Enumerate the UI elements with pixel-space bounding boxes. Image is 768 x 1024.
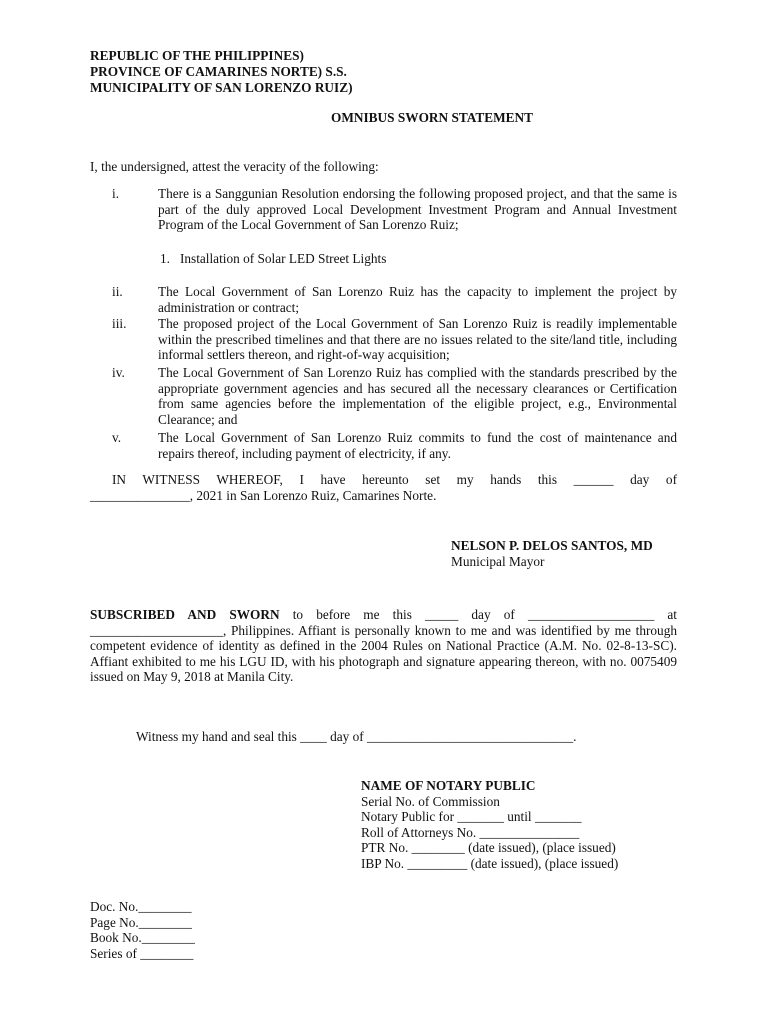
book-number: Book No.________ bbox=[90, 930, 195, 946]
item-numeral-iv: iv. bbox=[112, 365, 125, 380]
notary-ibp: IBP No. _________ (date issued), (place issued) bbox=[361, 855, 619, 871]
witness-whereof-line1: IN WITNESS WHEREOF, I have hereunto set my hands this ______ day of bbox=[112, 472, 677, 487]
item-numeral-iii: iii. bbox=[112, 316, 127, 331]
notary-serial: Serial No. of Commission bbox=[361, 793, 500, 809]
jurat-paragraph bbox=[90, 607, 677, 685]
item-text-iv: The Local Government of San Lorenzo Ruiz has complied with the standards prescribed by the appropriate government agencies and has secured all the necessary clearances or Certification from same agencies before the implementation of the eligible project, e.g., Environmental Clearance; and bbox=[158, 365, 677, 427]
project-item: 1. Installation of Solar LED Street Lights bbox=[160, 251, 387, 266]
jurat-lead: SUBSCRIBED AND SWORN bbox=[90, 607, 280, 622]
page-title: OMNIBUS SWORN STATEMENT bbox=[331, 110, 533, 125]
intro-statement: I, the undersigned, attest the veracity of the following: bbox=[90, 159, 379, 174]
item-text-iii: The proposed project of the Local Government of San Lorenzo Ruiz is readily implementable within the prescribed timelines and that there are no issues related to the site/land title, including informal settlers thereon, and right-of-way acquisition; bbox=[158, 316, 677, 363]
notary-ptr: PTR No. ________ (date issued), (place issued) bbox=[361, 840, 616, 856]
header-republic: REPUBLIC OF THE PHILIPPINES) bbox=[90, 48, 304, 63]
header-province: PROVINCE OF CAMARINES NORTE) S.S. bbox=[90, 64, 347, 79]
doc-footer bbox=[90, 899, 195, 961]
notary-name: NAME OF NOTARY PUBLIC bbox=[361, 778, 536, 793]
item-text-v: The Local Government of San Lorenzo Ruiz commits to fund the cost of maintenance and repairs thereof, including payment of electricity, if any. bbox=[158, 430, 677, 461]
item-text-i: There is a Sanggunian Resolution endorsing the following proposed project, and that the same is part of the duly approved Local Development Investment Program and Annual Investment Program of the Local Government of San Lorenzo Ruiz; bbox=[158, 186, 677, 233]
notary-roll: Roll of Attorneys No. _______________ bbox=[361, 824, 580, 840]
doc-number: Doc. No.________ bbox=[90, 899, 192, 914]
jurat-body: to before me this _____ day of ___________________ at ____________________, Philippines. Affiant is personally known to me and was identified by me through competent evidence of identity as defined in the 2004 Rules on National Practice (A.M. No. 02-8-13-SC). Affiant exhibited to me his LGU ID, with his photograph and signature appearing thereon, with no. 0075409 issued on May 9, 2018 at Manila City. bbox=[90, 607, 677, 685]
series-number: Series of ________ bbox=[90, 945, 194, 961]
item-numeral-ii: ii. bbox=[112, 284, 123, 299]
signatory-name: NELSON P. DELOS SANTOS, MD bbox=[451, 538, 653, 553]
witness-seal-line: Witness my hand and seal this ____ day of _______________________________. bbox=[136, 729, 577, 744]
item-numeral-v: v. bbox=[112, 430, 122, 445]
signatory-position: Municipal Mayor bbox=[451, 554, 545, 569]
notary-block bbox=[361, 778, 618, 872]
item-numeral-i: i. bbox=[112, 186, 120, 201]
item-text-ii: The Local Government of San Lorenzo Ruiz has the capacity to implement the project by administration or contract; bbox=[158, 284, 677, 315]
header-municipality: MUNICIPALITY OF SAN LORENZO RUIZ) bbox=[90, 80, 353, 95]
witness-whereof-line2: _______________, 2021 in San Lorenzo Ruiz, Camarines Norte. bbox=[90, 488, 437, 503]
page-number: Page No.________ bbox=[90, 914, 192, 930]
notary-commission: Notary Public for _______ until _______ bbox=[361, 809, 582, 825]
